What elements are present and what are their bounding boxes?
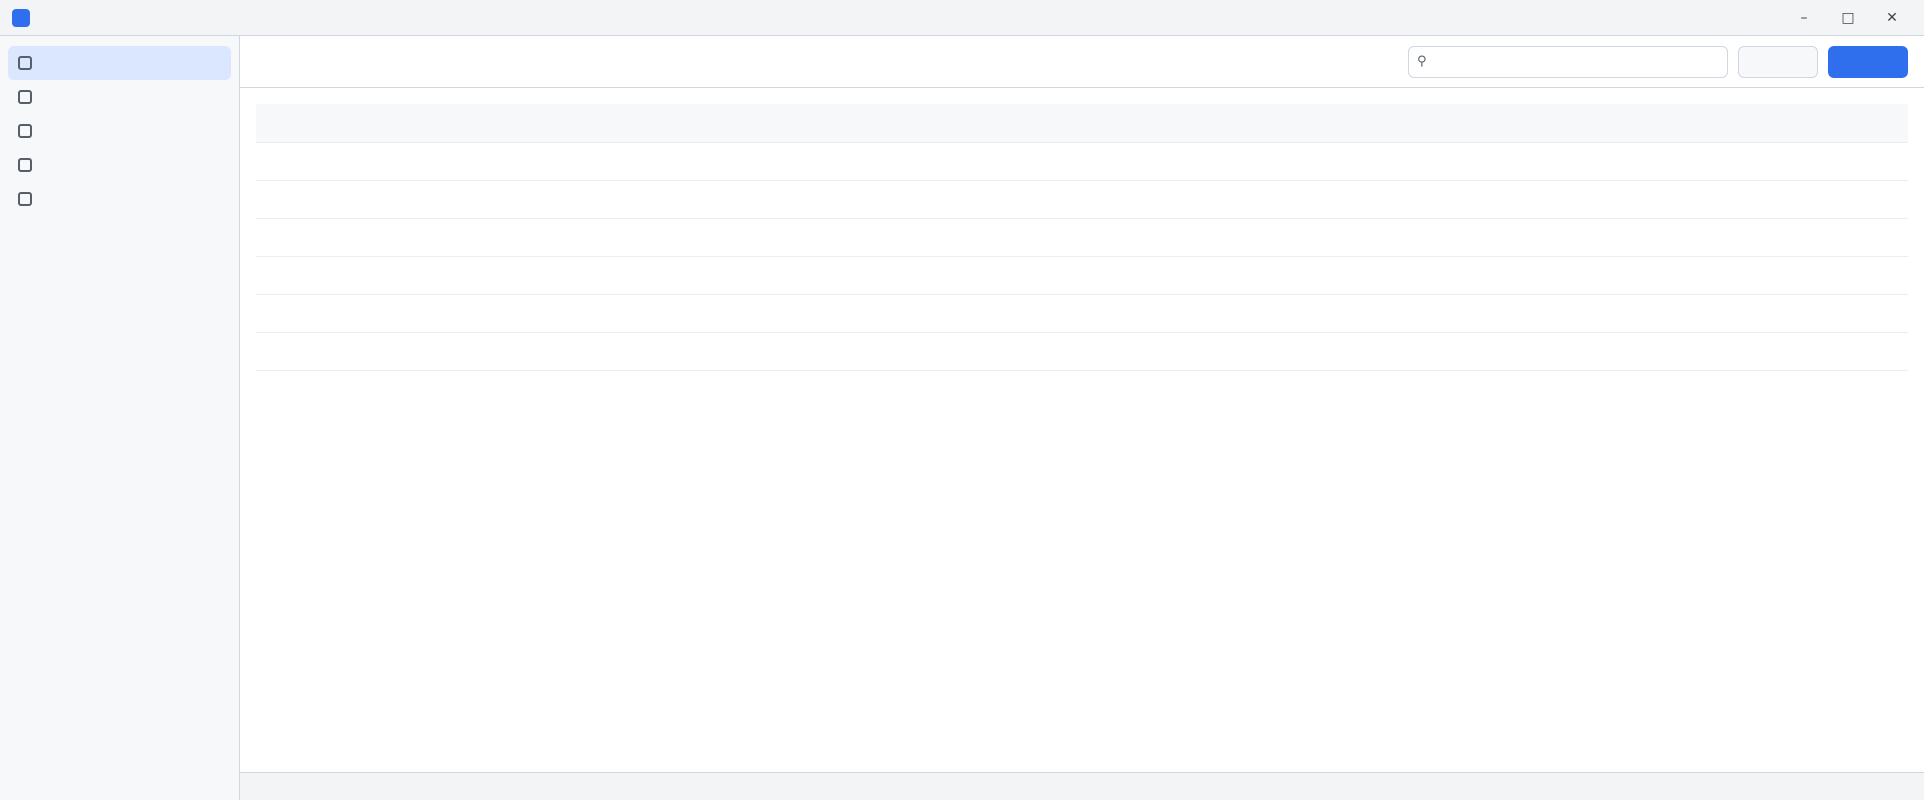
table-cell bbox=[256, 294, 669, 332]
table-row[interactable] bbox=[256, 180, 1908, 218]
sidebar-item-3[interactable] bbox=[8, 114, 231, 148]
folder-icon bbox=[18, 90, 32, 104]
table-cell bbox=[256, 218, 669, 256]
table-row[interactable] bbox=[256, 142, 1908, 180]
status-bar bbox=[240, 772, 1924, 800]
minimize-button[interactable]: – bbox=[1784, 4, 1824, 32]
table-cell bbox=[1495, 218, 1908, 256]
sidebar-item-2[interactable] bbox=[8, 80, 231, 114]
search-input[interactable] bbox=[1433, 54, 1719, 70]
table-cell bbox=[1495, 332, 1908, 370]
table-cell bbox=[256, 256, 669, 294]
table-cell bbox=[669, 142, 1082, 180]
title-bar bbox=[0, 0, 1924, 36]
table-row[interactable] bbox=[256, 218, 1908, 256]
column-header[interactable] bbox=[1082, 104, 1495, 142]
table-row[interactable] bbox=[256, 332, 1908, 370]
page-title bbox=[256, 51, 1398, 73]
table-cell bbox=[1495, 294, 1908, 332]
column-header[interactable] bbox=[669, 104, 1082, 142]
table-row[interactable] bbox=[256, 256, 1908, 294]
table-header-row bbox=[256, 104, 1908, 142]
table-cell bbox=[1082, 218, 1495, 256]
maximize-button[interactable]: □ bbox=[1828, 4, 1868, 32]
column-header[interactable] bbox=[1495, 104, 1908, 142]
content-area bbox=[240, 88, 1924, 772]
table-cell bbox=[1082, 294, 1495, 332]
table-cell bbox=[256, 180, 669, 218]
primary-button[interactable] bbox=[1828, 46, 1908, 78]
search-icon: ⚲ bbox=[1417, 54, 1427, 69]
table-cell bbox=[669, 294, 1082, 332]
table-cell bbox=[256, 142, 669, 180]
main-panel bbox=[240, 36, 1924, 800]
folder-icon bbox=[18, 158, 32, 172]
table-cell bbox=[669, 218, 1082, 256]
sidebar-item-5[interactable] bbox=[8, 182, 231, 216]
secondary-button[interactable] bbox=[1738, 46, 1818, 78]
table-cell bbox=[1082, 142, 1495, 180]
sidebar bbox=[0, 36, 240, 800]
table-cell bbox=[669, 332, 1082, 370]
folder-icon bbox=[18, 56, 32, 70]
table-cell bbox=[1495, 180, 1908, 218]
toolbar bbox=[240, 36, 1924, 88]
table-cell bbox=[1495, 142, 1908, 180]
window-controls bbox=[1784, 4, 1912, 32]
table-cell bbox=[669, 180, 1082, 218]
table-row[interactable] bbox=[256, 294, 1908, 332]
table-cell bbox=[1495, 256, 1908, 294]
close-button[interactable]: ✕ bbox=[1872, 4, 1912, 32]
table-cell bbox=[669, 256, 1082, 294]
table-cell bbox=[256, 332, 669, 370]
window-body bbox=[0, 36, 1924, 800]
folder-icon bbox=[18, 124, 32, 138]
data-table bbox=[256, 104, 1908, 371]
column-header[interactable] bbox=[256, 104, 669, 142]
search-box[interactable] bbox=[1408, 46, 1728, 78]
folder-icon bbox=[18, 192, 32, 206]
sidebar-item-1[interactable] bbox=[8, 46, 231, 80]
table-cell bbox=[1082, 180, 1495, 218]
app-icon bbox=[12, 9, 30, 27]
sidebar-item-4[interactable] bbox=[8, 148, 231, 182]
table-cell bbox=[1082, 256, 1495, 294]
table-cell bbox=[1082, 332, 1495, 370]
